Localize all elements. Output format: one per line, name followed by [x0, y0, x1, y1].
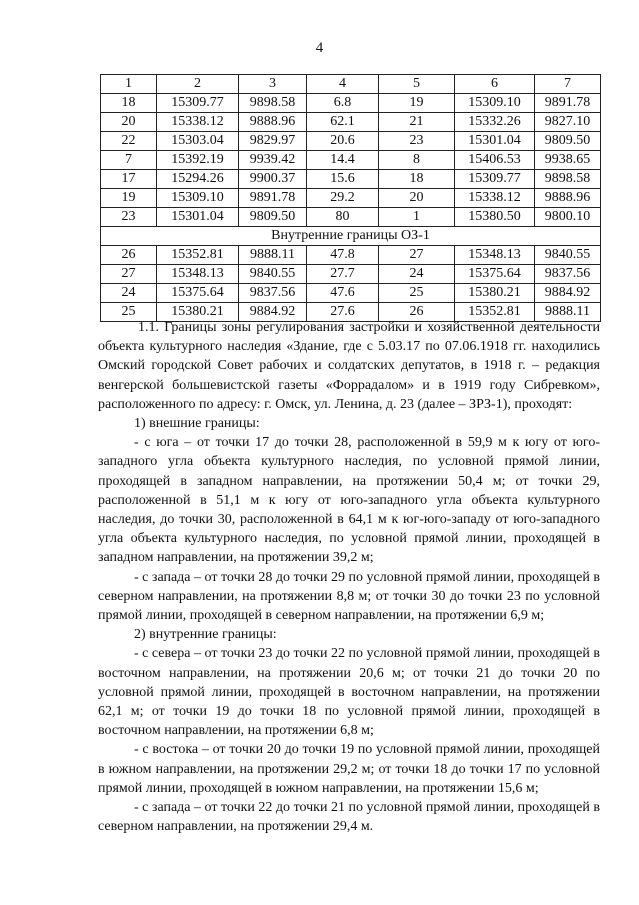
table-cell: 15309.77 [455, 170, 535, 189]
table-cell: 4 [307, 75, 379, 94]
table-cell: 9827.10 [535, 113, 601, 132]
table-cell: 24 [101, 284, 157, 303]
table-cell: 15301.04 [157, 208, 239, 227]
table-cell: 6 [455, 75, 535, 94]
table-cell: 9888.11 [535, 303, 601, 322]
table-cell: 9888.11 [239, 246, 307, 265]
table-cell: 15380.50 [455, 208, 535, 227]
table-cell: 29.2 [307, 189, 379, 208]
paragraph: 1) внешние границы: [134, 416, 260, 432]
table-cell: 15348.13 [157, 265, 239, 284]
table-cell: 9898.58 [239, 94, 307, 113]
table-cell: 15294.26 [157, 170, 239, 189]
table-cell: 27 [379, 246, 455, 265]
table-cell: 9809.50 [535, 132, 601, 151]
table-cell: 24 [379, 265, 455, 284]
table-cell: 15309.10 [455, 94, 535, 113]
paragraph: - с востока – от точки 20 до точки 19 по условной прямой линии, проходящей в южном направлении, на протяжении 29,2 м; от точки 18 до точки 17 по условной прямой линии, проходящей в южном направлении, на протяжении 15,6 м; [98, 742, 600, 796]
table-cell: 3 [239, 75, 307, 94]
table-header-row [101, 75, 601, 94]
table-cell: 15375.64 [157, 284, 239, 303]
table-cell: 18 [379, 170, 455, 189]
table-cell: 15380.21 [157, 303, 239, 322]
table-cell: 9891.78 [239, 189, 307, 208]
table-cell: 25 [101, 303, 157, 322]
table-cell: 9891.78 [535, 94, 601, 113]
table-cell: 8 [379, 151, 455, 170]
table-cell: 27.7 [307, 265, 379, 284]
table-cell: 14.4 [307, 151, 379, 170]
paragraph: - с севера – от точки 23 до точки 22 по условной прямой линии, проходящей в восточном направлении, на протяжении 20,6 м; от точки 21 до точки 20 по условной прямой линии, проходящей в восточном направлении, на протяжении 62,1 м; от точки 19 до точки 18 по условной прямой линии, проходящей в восточном направлении, на протяжении 6,8 м; [98, 646, 600, 739]
table-row [101, 246, 601, 265]
table-row [101, 113, 601, 132]
table-cell: 6.8 [307, 94, 379, 113]
table-cell: 47.8 [307, 246, 379, 265]
paragraph: - с запада – от точки 22 до точки 21 по условной прямой линии, проходящей в северном направлении, на протяжении 29,4 м. [98, 800, 600, 835]
table-row [101, 132, 601, 151]
table-cell: 18 [101, 94, 157, 113]
table-cell: 62.1 [307, 113, 379, 132]
table-cell: 9800.10 [535, 208, 601, 227]
table-cell: 15301.04 [455, 132, 535, 151]
table-cell: 5 [379, 75, 455, 94]
table-cell: 15406.53 [455, 151, 535, 170]
table-cell: 15303.04 [157, 132, 239, 151]
table-section-title: Внутренние границы ОЗ-1 [101, 227, 601, 246]
table-cell: 15352.81 [157, 246, 239, 265]
table-row [101, 94, 601, 113]
table-cell: 20 [101, 113, 157, 132]
table-cell: 25 [379, 284, 455, 303]
table-cell: 17 [101, 170, 157, 189]
table-cell: 2 [157, 75, 239, 94]
table-cell: 15.6 [307, 170, 379, 189]
table-cell: 27.6 [307, 303, 379, 322]
table-cell: 15338.12 [455, 189, 535, 208]
table-cell: 9888.96 [239, 113, 307, 132]
paragraph: 2) внутренние границы: [134, 627, 277, 643]
table-cell: 20.6 [307, 132, 379, 151]
table-row [101, 208, 601, 227]
table-cell: 21 [379, 113, 455, 132]
page-number: 4 [315, 40, 324, 56]
table-cell: 15309.77 [157, 94, 239, 113]
coordinates-table [100, 74, 601, 322]
table-cell: 9837.56 [535, 265, 601, 284]
table-cell: 19 [379, 94, 455, 113]
table-cell: 80 [307, 208, 379, 227]
paragraph: - с запада – от точки 28 до точки 29 по условной прямой линии, проходящей в северном направлении, на протяжении 8,8 м; от точки 30 до точки 23 по условной прямой линии, проходящей в северном направлении, на протяжении 6,9 м; [98, 569, 600, 624]
table-cell: 9939.42 [239, 151, 307, 170]
table-cell: 20 [379, 189, 455, 208]
table-cell: 9840.55 [239, 265, 307, 284]
table-cell: 47.6 [307, 284, 379, 303]
table-cell: 9829.97 [239, 132, 307, 151]
table-cell: 1 [379, 208, 455, 227]
table-cell: 23 [379, 132, 455, 151]
table-cell: 26 [379, 303, 455, 322]
table-section-row [101, 227, 601, 246]
table-row [101, 170, 601, 189]
table-cell: 15352.81 [455, 303, 535, 322]
table-cell: 27 [101, 265, 157, 284]
table-cell: 9809.50 [239, 208, 307, 227]
table-cell: 7 [101, 151, 157, 170]
table-cell: 15392.19 [157, 151, 239, 170]
table-cell: 9938.65 [535, 151, 601, 170]
table-cell: 19 [101, 189, 157, 208]
table-cell: 9888.96 [535, 189, 601, 208]
table-cell: 22 [101, 132, 157, 151]
table-cell: 15332.26 [455, 113, 535, 132]
table-cell: 9900.37 [239, 170, 307, 189]
paragraph: - с юга – от точки 17 до точки 28, расположенной в 59,9 м к югу от юго-западного угла объекта культурного наследия, по условной прямой линии, проходящей в западном направлении, на протяжении 50,4 м; от точки 29, расположенной в 51,1 м к югу от юго-западного угла объекта культурного наследия, до точки 30, расположенной в 64,1 м к юг-юго-западу от юго-западного угла объекта культурного наследия, по условной прямой линии, проходящей в западном направлении, на протяжении 39,2 м; [98, 435, 600, 566]
document-body [98, 318, 600, 836]
table-cell: 9840.55 [535, 246, 601, 265]
table-cell: 1 [101, 75, 157, 94]
table-cell: 15348.13 [455, 246, 535, 265]
paragraph: 1.1. Границы зоны регулирования застройки и хозяйственной деятельности объекта культурного наследия «Здание, где с 5.03.17 по 07.06.1918 гг. находились Омский городской Совет рабочих и солдатских депутатов, в 1918 г. – редакция венгерской большевистской газеты «Форрадалом» и в 1919 году Сибревком», расположенного по адресу: г. Омск, ул. Ленина, д. 23 (далее – ЗРЗ-1), проходят: [98, 320, 600, 412]
table-cell: 7 [535, 75, 601, 94]
table-cell: 15309.10 [157, 189, 239, 208]
table-row [101, 284, 601, 303]
table-cell: 9884.92 [535, 284, 601, 303]
table-cell: 23 [101, 208, 157, 227]
table-row [101, 151, 601, 170]
table-cell: 15375.64 [455, 265, 535, 284]
table-cell: 26 [101, 246, 157, 265]
table-cell: 15338.12 [157, 113, 239, 132]
table-cell: 9884.92 [239, 303, 307, 322]
table-cell: 9898.58 [535, 170, 601, 189]
table-row [101, 189, 601, 208]
table-cell: 9837.56 [239, 284, 307, 303]
table-row [101, 265, 601, 284]
table-cell: 15380.21 [455, 284, 535, 303]
